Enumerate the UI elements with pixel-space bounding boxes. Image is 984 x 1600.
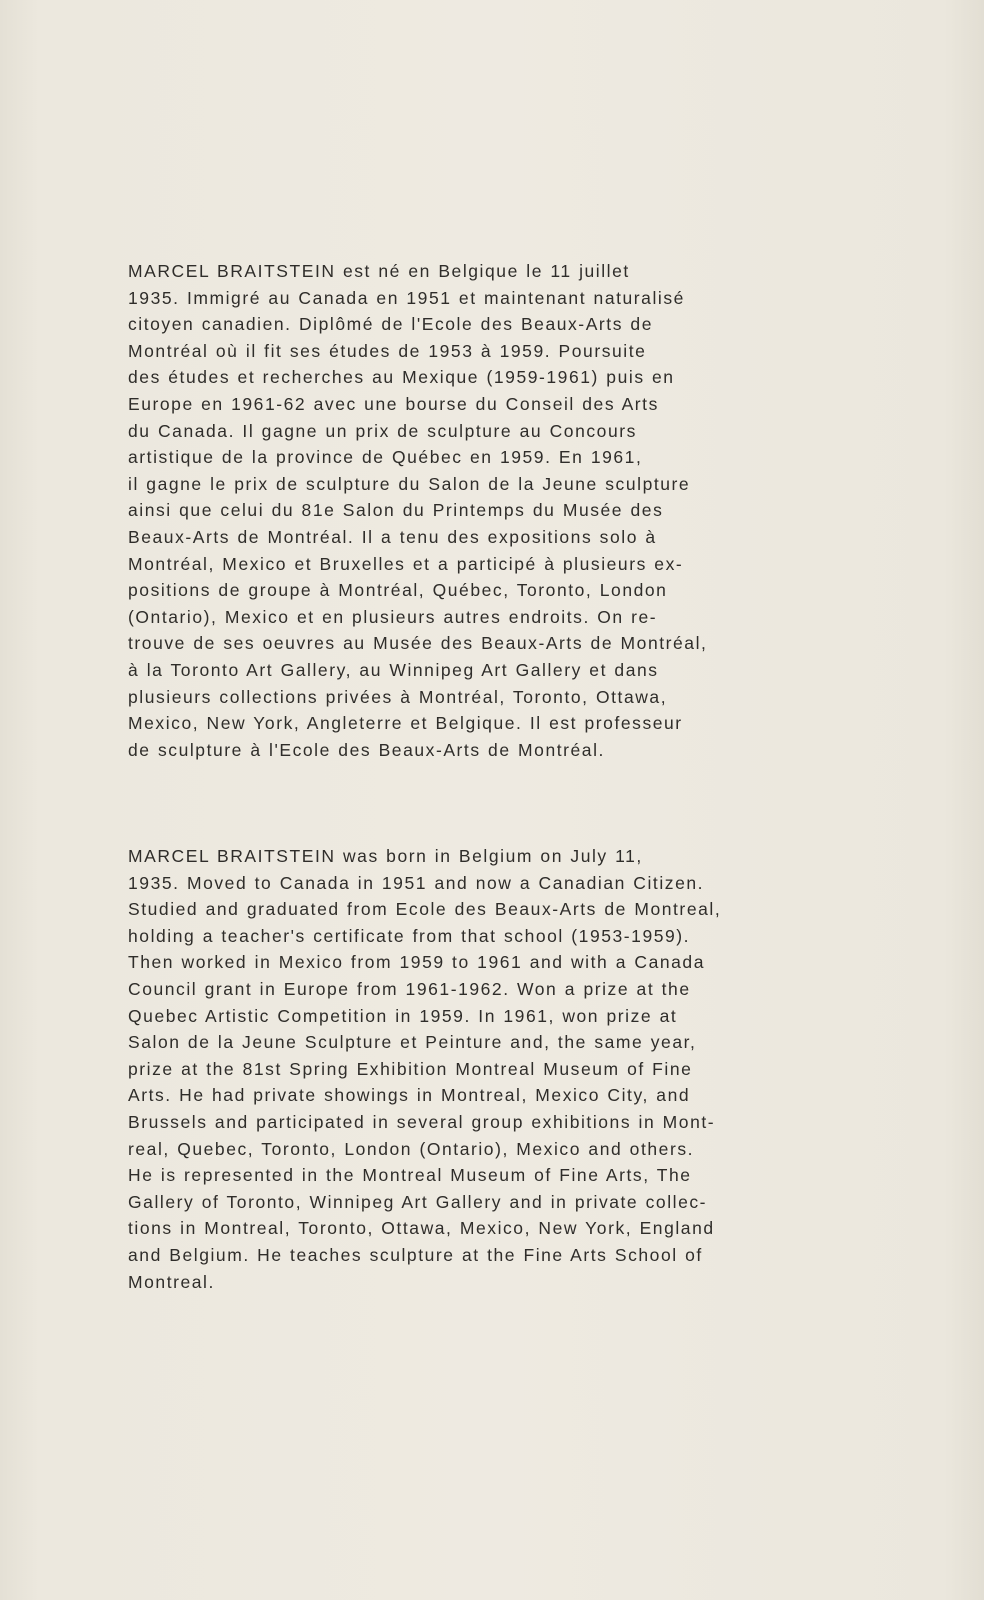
text-line: Beaux-Arts de Montréal. Il a tenu des expositions solo à [128, 526, 657, 547]
text-line: artistique de la province de Québec en 1959. En 1961, [128, 447, 643, 468]
text-line: Council grant in Europe from 1961-1962. Won a prize at the [128, 978, 691, 999]
text-line: de sculpture à l'Ecole des Beaux-Arts de Montréal. [128, 739, 605, 760]
text-line: and Belgium. He teaches sculpture at the Fine Arts School of [128, 1244, 703, 1265]
text-line: Then worked in Mexico from 1959 to 1961 and with a Canada [128, 952, 705, 973]
text-line: 1935. Immigré au Canada en 1951 et maintenant naturalisé [128, 287, 685, 308]
text-line: Mexico, New York, Angleterre et Belgique. Il est professeur [128, 713, 683, 734]
text-line: MARCEL BRAITSTEIN was born in Belgium on July 11, [128, 846, 643, 866]
text-line: positions de groupe à Montréal, Québec, Toronto, London [128, 580, 668, 601]
text-line: Salon de la Jeune Sculpture et Peinture and, the same year, [128, 1032, 697, 1053]
text-line: real, Quebec, Toronto, London (Ontario), Mexico and others. [128, 1138, 695, 1159]
text-line: 1935. Moved to Canada in 1951 and now a Canadian Citizen. [128, 872, 705, 893]
text-line: Studied and graduated from Ecole des Beaux-Arts de Montreal, [128, 899, 722, 920]
text-line: des études et recherches au Mexique (1959-1961) puis en [128, 367, 675, 388]
text-line: trouve de ses oeuvres au Musée des Beaux-Arts de Montréal, [128, 633, 708, 654]
english-biography [128, 843, 721, 1295]
text-line: Montreal. [128, 1271, 215, 1292]
text-line: Quebec Artistic Competition in 1959. In 1961, won prize at [128, 1005, 678, 1026]
text-line: prize at the 81st Spring Exhibition Montreal Museum of Fine [128, 1058, 693, 1079]
text-line: Montréal où il fit ses études de 1953 à 1959. Poursuite [128, 340, 647, 361]
text-line: He is represented in the Montreal Museum of Fine Arts, The [128, 1165, 692, 1186]
text-line: plusieurs collections privées à Montréal, Toronto, Ottawa, [128, 686, 668, 707]
text-line: tions in Montreal, Toronto, Ottawa, Mexico, New York, England [128, 1218, 715, 1239]
text-line: ainsi que celui du 81e Salon du Printemps du Musée des [128, 500, 664, 521]
text-line: à la Toronto Art Gallery, au Winnipeg Art Gallery et dans [128, 659, 659, 680]
text-line: MARCEL BRAITSTEIN est né en Belgique le 11 juillet [128, 261, 630, 281]
text-line: citoyen canadien. Diplômé de l'Ecole des Beaux-Arts de [128, 314, 653, 335]
text-line: Gallery of Toronto, Winnipeg Art Gallery and in private collec- [128, 1191, 708, 1212]
french-biography [128, 258, 707, 763]
text-line: il gagne le prix de sculpture du Salon de la Jeune sculpture [128, 473, 691, 494]
text-line: Europe en 1961-62 avec une bourse du Conseil des Arts [128, 393, 659, 414]
text-line: Montréal, Mexico et Bruxelles et a participé à plusieurs ex- [128, 553, 684, 574]
text-line: du Canada. Il gagne un prix de sculpture au Concours [128, 420, 637, 441]
text-line: Brussels and participated in several group exhibitions in Mont- [128, 1111, 716, 1132]
text-line: (Ontario), Mexico et en plusieurs autres endroits. On re- [128, 606, 658, 627]
text-line: Arts. He had private showings in Montreal, Mexico City, and [128, 1085, 691, 1106]
text-line: holding a teacher's certificate from that school (1953-1959). [128, 925, 691, 946]
